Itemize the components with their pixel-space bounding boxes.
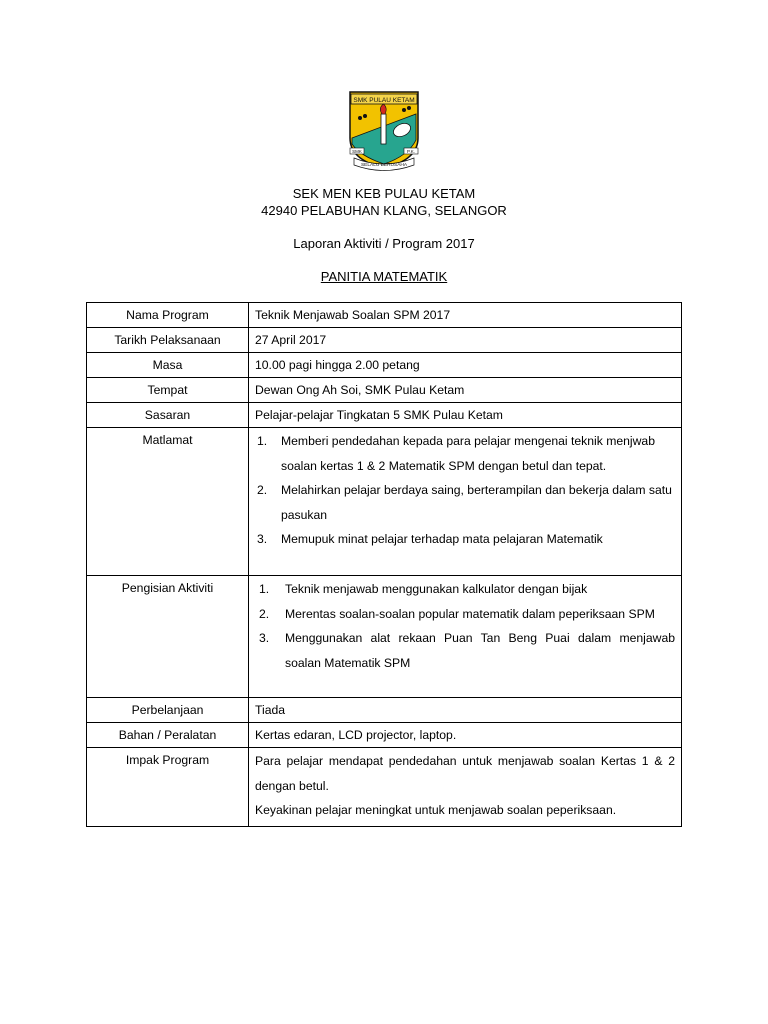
svg-text:SMK: SMK	[352, 149, 362, 154]
school-crest-logo	[338, 86, 430, 172]
table-row	[87, 403, 682, 428]
row-value	[249, 748, 682, 827]
row-label: Pengisian Aktiviti	[87, 576, 249, 698]
row-label: Tarikh Pelaksanaan	[87, 328, 249, 353]
row-value: Teknik Menjawab Soalan SPM 2017	[249, 303, 682, 328]
report-title: Laporan Aktiviti / Program 2017	[293, 236, 475, 251]
svg-text:P.K.: P.K.	[407, 149, 415, 154]
matlamat-list	[255, 429, 675, 552]
row-label: Nama Program	[87, 303, 249, 328]
row-label: Bahan / Peralatan	[87, 723, 249, 748]
list-item: 2. Merentas soalan-soalan popular matematik dalam peperiksaan SPM	[259, 606, 655, 621]
row-value: Dewan Ong Ah Soi, SMK Pulau Ketam	[249, 378, 682, 403]
row-label: Masa	[87, 353, 249, 378]
row-label: Impak Program	[87, 748, 249, 827]
row-label: Matlamat	[87, 428, 249, 576]
row-label: Perbelanjaan	[87, 698, 249, 723]
table-row	[87, 303, 682, 328]
table-row	[87, 378, 682, 403]
activity-report-table	[86, 302, 682, 827]
row-value: 27 April 2017	[249, 328, 682, 353]
row-label: Tempat	[87, 378, 249, 403]
row-value	[249, 428, 682, 576]
table-row	[87, 428, 682, 576]
table-row	[87, 576, 682, 698]
row-value	[249, 576, 682, 698]
pengisian-list	[255, 577, 675, 675]
impak-line-2: Keyakinan pelajar meningkat untuk menjawab soalan peperiksaan.	[255, 803, 617, 817]
list-item: 3. Memupuk minat pelajar terhadap mata pelajaran Matematik	[257, 532, 603, 546]
table-row	[87, 328, 682, 353]
impak-line-1: Para pelajar mendapat pendedahan untuk menjawab soalan Kertas 1 & 2 dengan betul.	[255, 754, 675, 793]
crest-banner-text: SMK PULAU KETAM	[353, 97, 415, 104]
table-row	[87, 748, 682, 827]
row-value: Kertas edaran, LCD projector, laptop.	[249, 723, 682, 748]
list-item: 3. Menggunakan alat rekaan Puan Tan Beng Puai dalam menjawab soalan Matematik SPM	[259, 631, 675, 670]
row-value: 10.00 pagi hingga 2.00 petang	[249, 353, 682, 378]
row-value: Tiada	[249, 698, 682, 723]
list-item: 2. Melahirkan pelajar berdaya saing, berterampilan dan bekerja dalam satu pasukan	[257, 483, 672, 522]
list-item: 1. Memberi pendedahan kepada para pelajar mengenai teknik menjwab soalan kertas 1 & 2 Matematik SPM dengan betul dan tepat.	[257, 434, 655, 473]
panel-title: PANITIA MATEMATIK	[320, 269, 448, 284]
table-row	[87, 353, 682, 378]
school-address: 42940 PELABUHAN KLANG, SELANGOR	[261, 203, 507, 218]
row-label: Sasaran	[87, 403, 249, 428]
list-item: 1. Teknik menjawab menggunakan kalkulator dengan bijak	[259, 582, 588, 596]
row-value: Pelajar-pelajar Tingkatan 5 SMK Pulau Ketam	[249, 403, 682, 428]
svg-text:SELALU BERUSAHA: SELALU BERUSAHA	[360, 163, 408, 168]
school-name: SEK MEN KEB PULAU KETAM	[292, 186, 476, 201]
table-row	[87, 698, 682, 723]
table-row	[87, 723, 682, 748]
